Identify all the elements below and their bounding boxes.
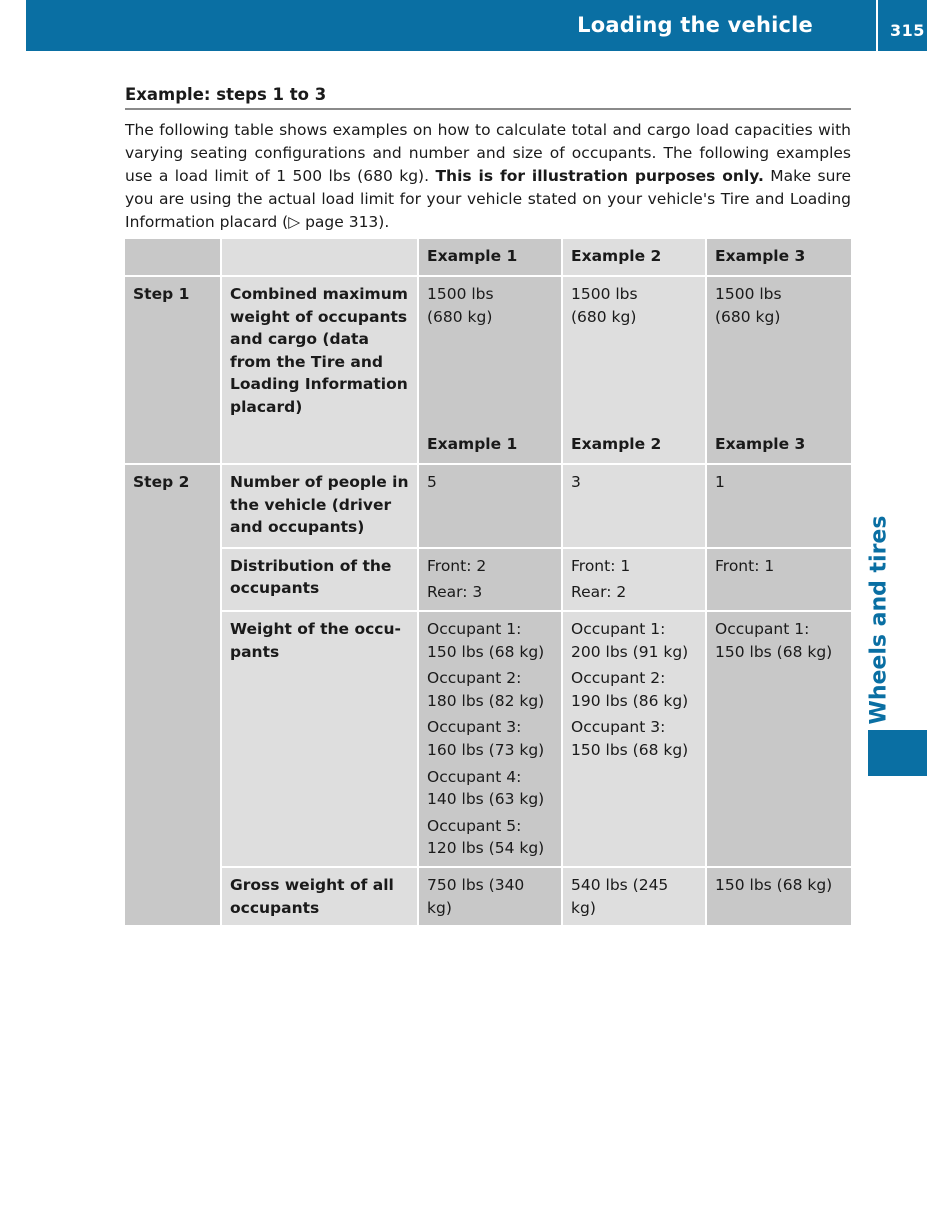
occupant-label: Occupant 3: bbox=[571, 718, 666, 737]
header-cell-example-1: Example 1 bbox=[418, 427, 562, 464]
value-cell bbox=[706, 611, 851, 867]
header-cell-example-3: Example 3 bbox=[706, 239, 851, 276]
value-line: (680 kg) bbox=[571, 307, 637, 326]
occupant-label: Occupant 2: bbox=[427, 669, 522, 688]
row-label: Weight of the occu-pants bbox=[221, 611, 418, 867]
header-cell-example-3: Example 3 bbox=[706, 427, 851, 464]
value-line: (680 kg) bbox=[427, 307, 493, 326]
header-cell-empty bbox=[221, 239, 418, 276]
header-divider bbox=[876, 0, 878, 51]
value-cell bbox=[418, 611, 562, 867]
header-cell-empty bbox=[125, 427, 221, 464]
occupant-weight: 150 lbs (68 kg) bbox=[571, 740, 689, 759]
occupant-entry bbox=[427, 667, 553, 712]
value-cell: 1 bbox=[706, 464, 851, 548]
table-row bbox=[125, 276, 851, 427]
table-header-row bbox=[125, 427, 851, 464]
step2-table bbox=[125, 427, 851, 925]
header-cell-example-1: Example 1 bbox=[418, 239, 562, 276]
step-label: Step 1 bbox=[125, 276, 221, 427]
row-label: Number of people in the vehicle (driver and occupants) bbox=[221, 464, 418, 548]
occupant-label: Occupant 1: bbox=[571, 619, 666, 638]
side-tab-marker bbox=[868, 730, 927, 776]
side-tab-label: Wheels and tires bbox=[866, 515, 891, 725]
intro-text-1: The following table shows examples on how to calculate total and cargo load capacities with varying seating configurations and number and size of occupants. The following examples use a load limit of 1 500 lbs (680 kg). bbox=[125, 121, 851, 185]
value-cell bbox=[706, 548, 851, 611]
value-line: Front: 2 bbox=[427, 556, 487, 575]
value-cell: 3 bbox=[562, 464, 706, 548]
value-cell: 150 lbs (68 kg) bbox=[706, 867, 851, 925]
page-header bbox=[26, 0, 927, 51]
page-number: 315 bbox=[890, 21, 925, 40]
occupant-label: Occupant 5: bbox=[427, 816, 522, 835]
value-cell: 5 bbox=[418, 464, 562, 548]
row-label: Gross weight of all occupants bbox=[221, 867, 418, 925]
row-label: Combined maximum weight of occupants and cargo (data from the Tire and Loading Information placard) bbox=[221, 276, 418, 427]
header-cell-empty bbox=[221, 427, 418, 464]
intro-bold-text: This is for illustration purposes only. bbox=[435, 167, 764, 185]
occupant-weight: 150 lbs (68 kg) bbox=[715, 642, 833, 661]
chapter-title: Loading the vehicle bbox=[577, 13, 813, 37]
occupant-entry bbox=[427, 618, 553, 663]
step-label: Step 2 bbox=[125, 464, 221, 925]
occupant-entry bbox=[571, 667, 697, 712]
occupant-entry bbox=[571, 716, 697, 761]
value-line: 1500 lbs bbox=[715, 285, 782, 303]
occupant-weight: 190 lbs (86 kg) bbox=[571, 691, 689, 710]
occupant-entry bbox=[715, 618, 843, 663]
occupant-weight: 120 lbs (54 kg) bbox=[427, 839, 545, 858]
occupant-label: Occupant 3: bbox=[427, 718, 522, 737]
row-label: Distribution of the occupants bbox=[221, 548, 418, 611]
occupant-weight: 160 lbs (73 kg) bbox=[427, 740, 545, 759]
intro-text-2: Make sure you are using the actual load limit for your vehicle stated on your vehicle's Tire and Loading Information placard (▷ page 313). bbox=[125, 167, 851, 231]
value-cell bbox=[706, 276, 851, 427]
occupant-entry bbox=[427, 815, 553, 860]
value-line: Rear: 2 bbox=[571, 583, 627, 602]
value-line: 1500 lbs bbox=[571, 285, 638, 303]
header-cell-empty bbox=[125, 239, 221, 276]
step1-table bbox=[125, 239, 851, 427]
value-cell bbox=[562, 611, 706, 867]
value-cell bbox=[562, 276, 706, 427]
occupant-entry bbox=[571, 618, 697, 663]
table-row bbox=[125, 867, 851, 925]
value-line: Front: 1 bbox=[715, 556, 775, 575]
value-cell: 540 lbs (245 kg) bbox=[562, 867, 706, 925]
occupant-weight: 200 lbs (91 kg) bbox=[571, 642, 689, 661]
occupant-weight: 150 lbs (68 kg) bbox=[427, 642, 545, 661]
occupant-label: Occupant 1: bbox=[427, 619, 522, 638]
intro-paragraph bbox=[125, 119, 851, 234]
table-header-row bbox=[125, 239, 851, 276]
occupant-label: Occupant 1: bbox=[715, 619, 810, 638]
value-line: Front: 1 bbox=[571, 556, 631, 575]
header-cell-example-2: Example 2 bbox=[562, 427, 706, 464]
occupant-weight: 140 lbs (63 kg) bbox=[427, 790, 545, 809]
occupant-entry bbox=[427, 716, 553, 761]
value-line: (680 kg) bbox=[715, 307, 781, 326]
header-cell-example-2: Example 2 bbox=[562, 239, 706, 276]
value-cell bbox=[562, 548, 706, 611]
side-tab bbox=[860, 515, 897, 725]
table-row bbox=[125, 611, 851, 867]
occupant-weight: 180 lbs (82 kg) bbox=[427, 691, 545, 710]
table-row bbox=[125, 464, 851, 548]
table-row bbox=[125, 548, 851, 611]
occupant-label: Occupant 2: bbox=[571, 669, 666, 688]
value-cell: 750 lbs (340 kg) bbox=[418, 867, 562, 925]
value-line: 1500 lbs bbox=[427, 285, 494, 303]
value-line: Rear: 3 bbox=[427, 583, 483, 602]
occupant-entry bbox=[427, 766, 553, 811]
value-cell bbox=[418, 548, 562, 611]
occupant-label: Occupant 4: bbox=[427, 767, 522, 786]
value-cell bbox=[418, 276, 562, 427]
section-heading: Example: steps 1 to 3 bbox=[125, 85, 851, 110]
